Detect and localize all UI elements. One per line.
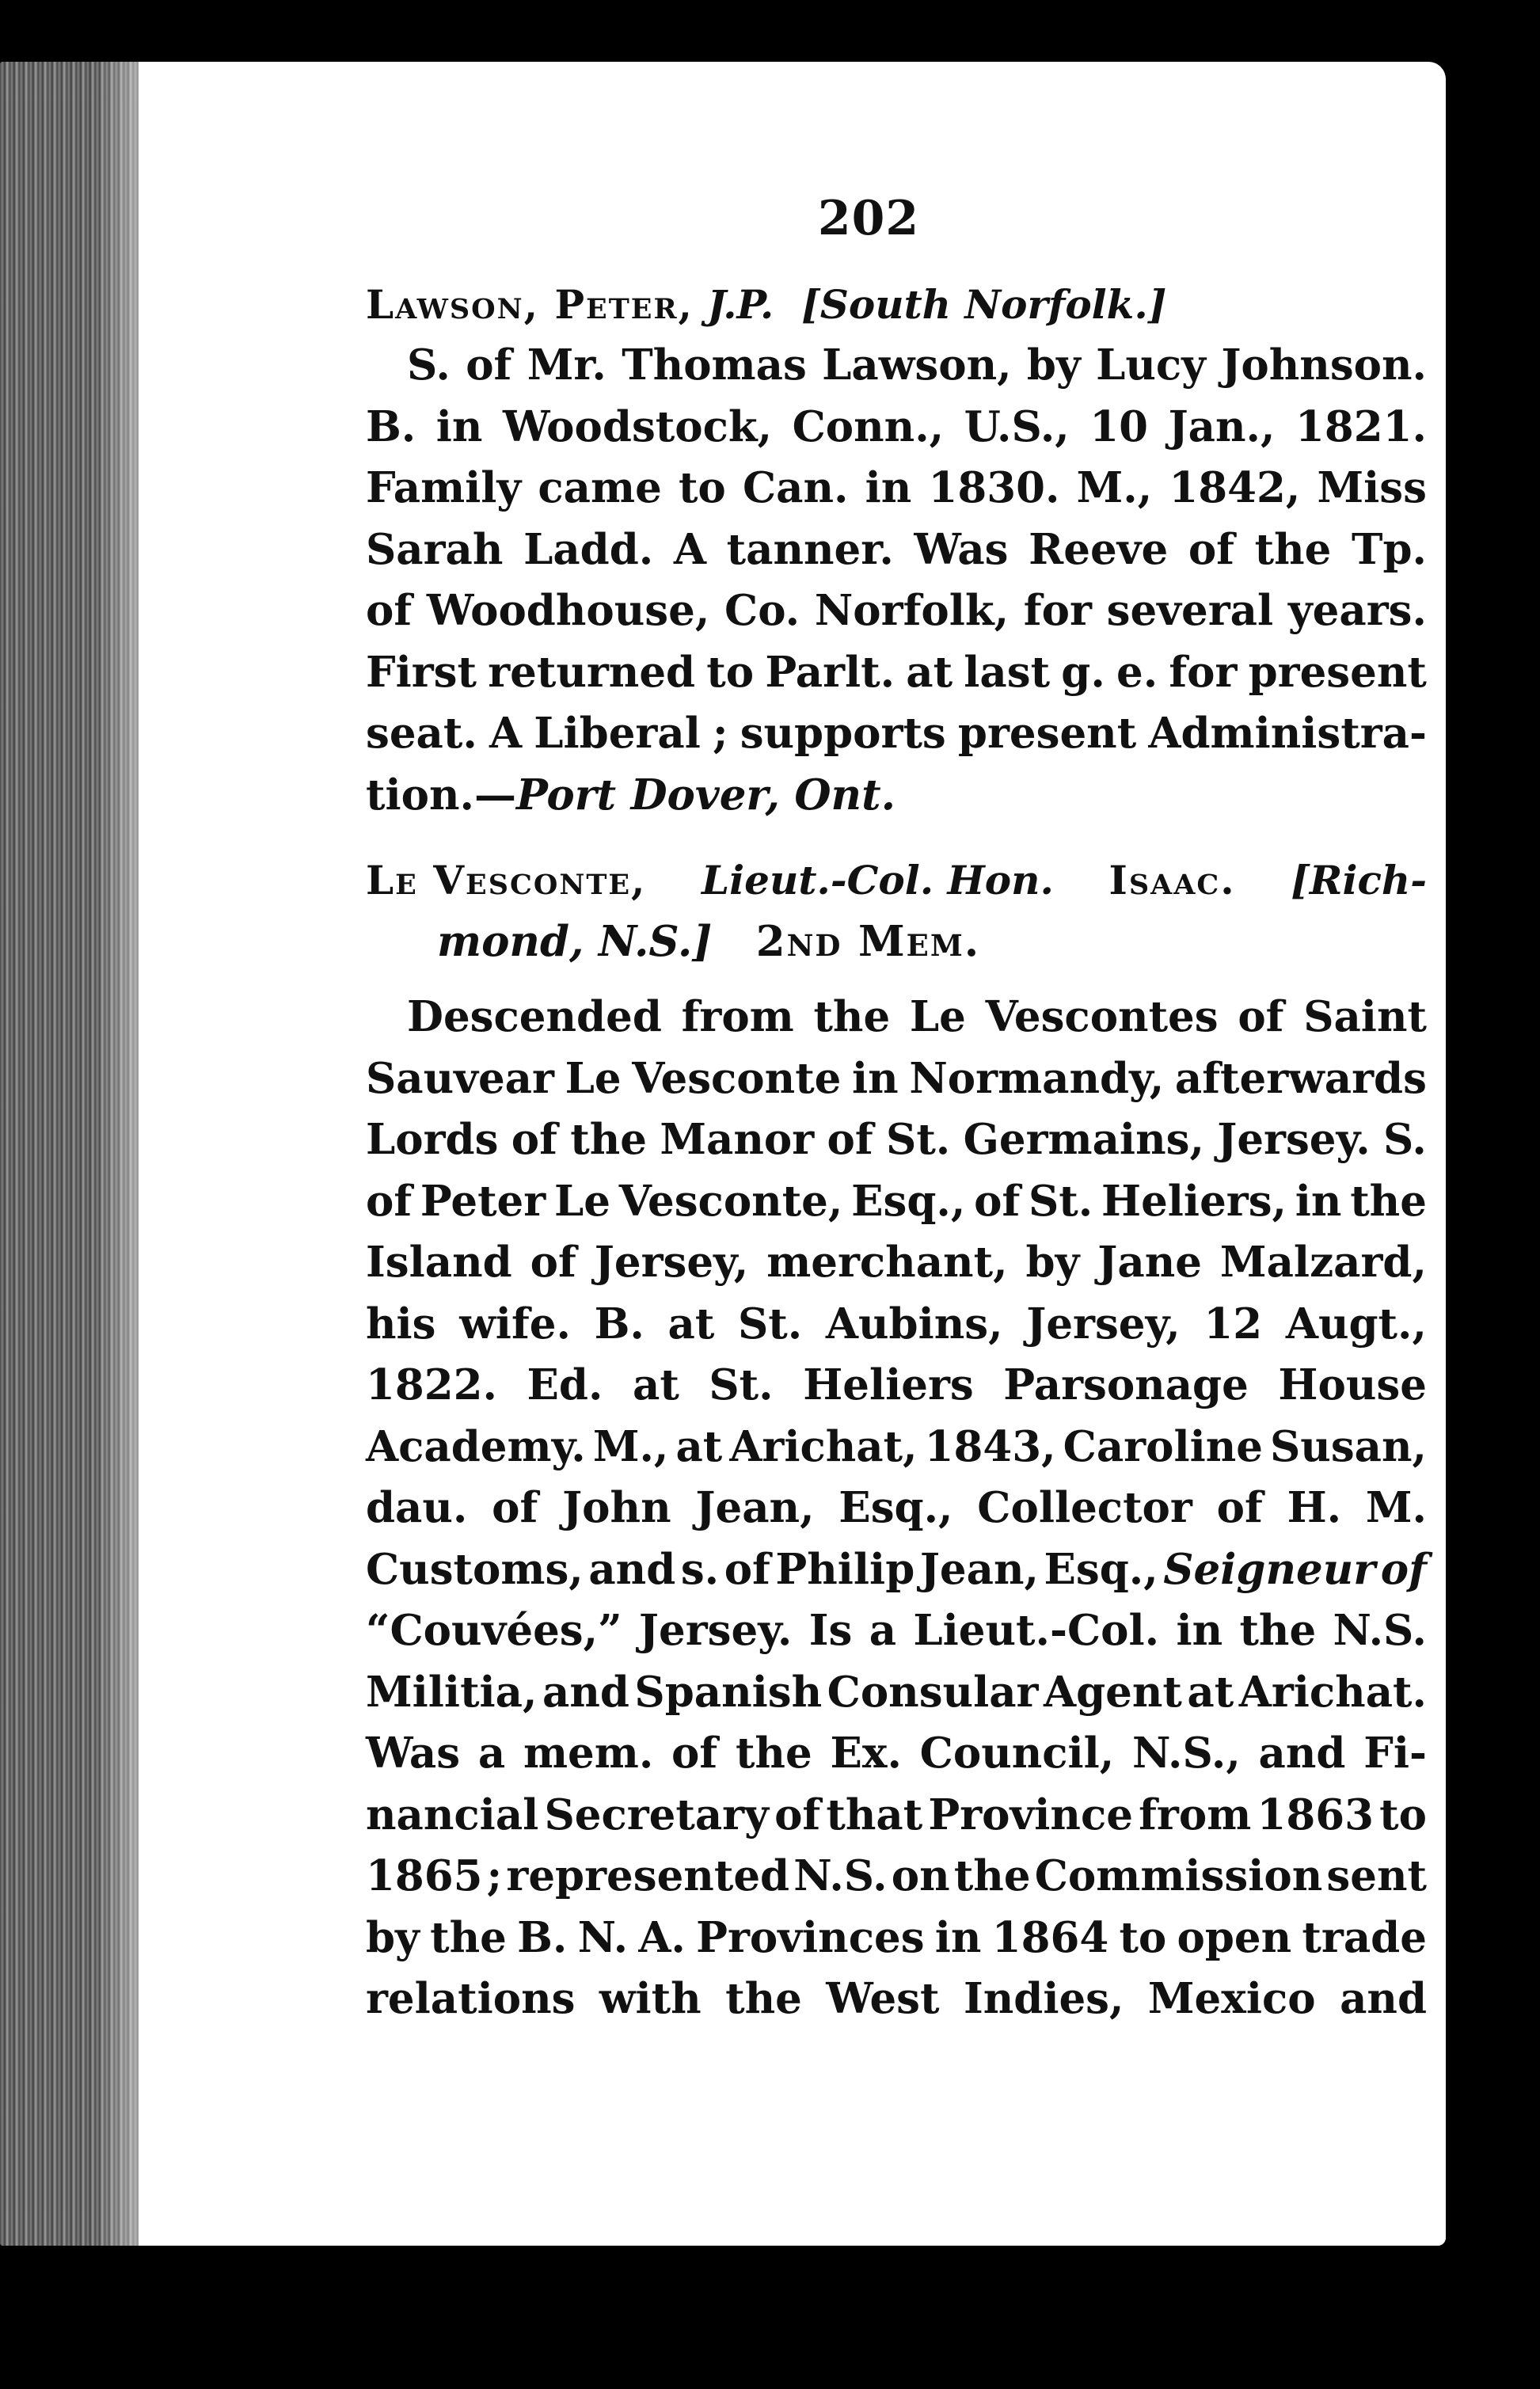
word: B.	[594, 1299, 645, 1349]
word: Caroline	[1063, 1421, 1263, 1471]
word: seat.	[366, 709, 477, 758]
word: John	[562, 1483, 671, 1532]
word: Spanish	[634, 1667, 823, 1717]
entry-gap	[366, 826, 1427, 850]
address-italic: Port Dover, Ont.	[515, 770, 896, 820]
text-line	[366, 1048, 1427, 1110]
word: Family	[366, 463, 522, 512]
word: on	[891, 1851, 950, 1900]
word: A	[489, 709, 523, 758]
word: Augt.,	[1285, 1299, 1427, 1349]
word: mem.	[523, 1729, 654, 1778]
word: that	[826, 1790, 923, 1839]
word: g.	[1061, 647, 1105, 697]
word: the	[725, 1974, 802, 2023]
word: Germains,	[963, 1115, 1204, 1164]
word: Normandy,	[909, 1053, 1165, 1103]
word: Heliers	[803, 1360, 974, 1409]
word: Commission	[1034, 1851, 1323, 1900]
word: Jersey.	[638, 1606, 793, 1655]
text-line	[366, 580, 1427, 642]
word: of	[366, 1176, 413, 1226]
word: Can.	[742, 463, 849, 512]
word: A	[673, 524, 707, 574]
word: Lords	[366, 1115, 499, 1164]
word: Le	[909, 992, 966, 1041]
word: Arichat.	[1238, 1667, 1427, 1717]
word: Miss	[1317, 463, 1427, 512]
word: last	[964, 647, 1051, 697]
word: Manor	[660, 1115, 815, 1164]
word: in	[435, 401, 483, 451]
word: Mr.	[527, 340, 606, 390]
entry-given-name: Isaac.	[1108, 857, 1236, 903]
word: the	[1350, 1176, 1427, 1226]
word: Island	[366, 1238, 512, 1287]
word: West	[826, 1974, 940, 2023]
word: St.	[709, 1360, 774, 1409]
word: to	[1119, 1912, 1167, 1962]
word: 1830.	[928, 463, 1060, 512]
text-line	[366, 1478, 1427, 1539]
word: a	[477, 1729, 506, 1778]
word: and	[542, 1667, 629, 1717]
text-line	[366, 519, 1427, 581]
word: from	[681, 992, 794, 1041]
text-line	[366, 1109, 1427, 1171]
word: of	[974, 1176, 1021, 1226]
text-line	[366, 335, 1427, 397]
word: Sarah	[366, 524, 504, 574]
word: Militia,	[366, 1667, 538, 1717]
word: 1864	[991, 1912, 1109, 1962]
entry-member: 2nd Mem.	[755, 916, 981, 966]
word: Province	[928, 1790, 1133, 1839]
text-line	[366, 642, 1427, 704]
text-line	[366, 1723, 1427, 1785]
word: Sauvear	[366, 1053, 554, 1103]
entry-riding-end: mond, N.S.]	[437, 916, 713, 966]
word: Parlt.	[765, 647, 895, 697]
word: Was	[914, 524, 1009, 574]
text-line	[366, 1171, 1427, 1233]
entry-riding-start: [Rich-	[1291, 857, 1427, 903]
word: of	[1216, 1483, 1263, 1532]
word: of	[511, 1115, 557, 1164]
text-line	[366, 1969, 1427, 2030]
word: to	[678, 463, 726, 512]
word: Tp.	[1352, 524, 1427, 574]
text-line	[366, 1600, 1427, 1662]
text-line	[366, 397, 1427, 458]
word: Seigneur	[1163, 1544, 1376, 1594]
word: U.S.,	[964, 401, 1070, 451]
word: ;	[486, 1851, 503, 1900]
text-line-customs	[366, 1539, 1427, 1601]
text-line	[366, 1417, 1427, 1478]
word: Descended	[407, 992, 662, 1041]
word: M.,	[1076, 463, 1153, 512]
word: Council,	[919, 1729, 1115, 1778]
word: N.S.	[793, 1851, 888, 1900]
word: N.S.,	[1132, 1729, 1241, 1778]
word: wife.	[459, 1299, 571, 1349]
text-line	[366, 1662, 1427, 1724]
word: Susan,	[1270, 1421, 1427, 1471]
word: with	[599, 1974, 702, 2023]
word: Malzard,	[1219, 1238, 1427, 1287]
word: of	[1238, 992, 1284, 1041]
entry-rank: Lieut.-Col. Hon.	[702, 857, 1054, 903]
word: supports	[740, 709, 946, 758]
word: Le	[553, 1176, 610, 1226]
word: Jersey,	[594, 1238, 749, 1287]
word: of	[774, 1790, 821, 1839]
word: Saint	[1303, 992, 1427, 1041]
word: and	[588, 1544, 676, 1594]
word: several	[1106, 586, 1274, 635]
text-line	[366, 1355, 1427, 1417]
word: Ed.	[527, 1360, 603, 1409]
word: Vescontes	[985, 992, 1219, 1041]
word: Le	[565, 1053, 622, 1103]
word: M.	[1365, 1483, 1427, 1532]
word: First	[366, 647, 477, 697]
word: at	[906, 647, 953, 697]
word: Esq.,	[838, 1483, 953, 1532]
word: Jan.,	[1168, 401, 1276, 451]
entry-name: Lawson, Peter,	[366, 280, 694, 328]
word: the	[570, 1115, 648, 1164]
word: Ex.	[830, 1729, 902, 1778]
word: for	[1023, 586, 1092, 635]
word: of	[671, 1729, 718, 1778]
word: Jersey.	[1217, 1115, 1371, 1164]
word: in	[1295, 1176, 1342, 1226]
word: 1842,	[1169, 463, 1301, 512]
word: relations	[366, 1974, 576, 2023]
word: of	[366, 586, 413, 635]
entry-heading-cont	[366, 911, 1427, 973]
word: 1865	[366, 1851, 483, 1900]
word: years.	[1287, 586, 1427, 635]
word: for	[1169, 647, 1238, 697]
word: from	[1139, 1790, 1252, 1839]
word: Vesconte,	[618, 1176, 843, 1226]
word: Is	[808, 1606, 853, 1655]
word: sent	[1326, 1851, 1427, 1900]
word: at	[675, 1421, 723, 1471]
word: Parsonage	[1003, 1360, 1249, 1409]
word: ;	[712, 709, 728, 758]
word: Academy.	[366, 1421, 586, 1471]
word: nancial	[366, 1790, 539, 1839]
word: a	[869, 1606, 897, 1655]
word: N.	[577, 1912, 629, 1962]
word: s.	[680, 1544, 720, 1594]
word: Lawson,	[822, 340, 1012, 390]
word: of	[1188, 524, 1234, 574]
word: Customs,	[366, 1544, 584, 1594]
word: A.	[638, 1912, 686, 1962]
word: Jersey,	[1026, 1299, 1181, 1349]
gutter-fade	[95, 62, 190, 2246]
word: tanner.	[726, 524, 894, 574]
word: Ladd.	[523, 524, 654, 574]
book-page	[0, 62, 1446, 2246]
word: S.	[1383, 1115, 1427, 1164]
text-line	[366, 1908, 1427, 1969]
word: at	[1187, 1667, 1234, 1717]
word: in	[1176, 1606, 1223, 1655]
word: to	[706, 647, 755, 697]
word: to	[1379, 1790, 1427, 1839]
word: Provinces	[696, 1912, 925, 1962]
word: trade	[1302, 1912, 1427, 1962]
word: of	[827, 1115, 873, 1164]
word: and	[1340, 1974, 1427, 2023]
word: Liberal	[534, 709, 701, 758]
word: his	[366, 1299, 436, 1349]
word: by	[1026, 340, 1081, 390]
word: dau.	[366, 1483, 468, 1532]
word: the	[813, 992, 891, 1041]
word: in	[852, 1053, 899, 1103]
word: in	[934, 1912, 982, 1962]
word: 1843,	[924, 1421, 1056, 1471]
text-line	[366, 1785, 1427, 1847]
text-line-last	[366, 765, 1427, 827]
word: 1821.	[1295, 401, 1427, 451]
text-line	[366, 458, 1427, 519]
text-line	[366, 987, 1427, 1048]
entry-title: J.P.	[707, 280, 774, 328]
word: Administra-	[1148, 709, 1427, 758]
word: the	[430, 1912, 507, 1962]
word: 1863	[1257, 1790, 1374, 1839]
word: Indies,	[963, 1974, 1124, 2023]
text-line	[366, 1232, 1427, 1294]
word: merchant,	[766, 1238, 1008, 1287]
word: Peter	[420, 1176, 546, 1226]
word: at	[667, 1299, 715, 1349]
text-line	[366, 703, 1427, 765]
word: Lieut.-Col.	[913, 1606, 1160, 1655]
word: B.	[517, 1912, 568, 1962]
word: Esq.,	[851, 1176, 966, 1226]
word: by	[366, 1912, 420, 1962]
word: the	[953, 1851, 1031, 1900]
entry-riding: [South Norfolk.]	[801, 280, 1167, 328]
word: “Couvées,”	[366, 1606, 622, 1655]
word: Heliers,	[1101, 1176, 1287, 1226]
page-text	[366, 188, 1427, 2030]
word: of	[1380, 1544, 1427, 1594]
word: 1822.	[366, 1360, 497, 1409]
word: afterwards	[1174, 1053, 1427, 1103]
word: Collector	[977, 1483, 1192, 1532]
word: S.	[407, 340, 451, 390]
word: of	[724, 1544, 770, 1594]
word: by	[1025, 1238, 1080, 1287]
word: represented	[506, 1851, 790, 1900]
word: Consular	[827, 1667, 1039, 1717]
word: Philip	[775, 1544, 915, 1594]
word: M.,	[592, 1421, 669, 1471]
word: Vesconte	[632, 1053, 842, 1103]
word: e.	[1116, 647, 1158, 697]
word: Johnson.	[1221, 340, 1427, 390]
word: St.	[1029, 1176, 1093, 1226]
word: Conn.,	[792, 401, 945, 451]
entry-name: Le Vesconte,	[366, 857, 647, 903]
word: and	[1258, 1729, 1346, 1778]
word: the	[1239, 1606, 1317, 1655]
word: Fi-	[1363, 1729, 1427, 1778]
word: Thomas	[622, 340, 807, 390]
word: Aubins,	[825, 1299, 1003, 1349]
word: N.S.	[1333, 1606, 1427, 1655]
word: the	[735, 1729, 812, 1778]
word: present	[1248, 647, 1427, 697]
word: present	[957, 709, 1137, 758]
text-line-part: tion.—	[366, 770, 516, 820]
word: Mexico	[1147, 1974, 1316, 2023]
word: St.	[738, 1299, 803, 1349]
word: H.	[1287, 1483, 1342, 1532]
word: Woodhouse,	[426, 586, 710, 635]
word: came	[538, 463, 662, 512]
word: the	[1254, 524, 1332, 574]
word: Secretary	[544, 1790, 769, 1839]
word: Esq.,	[1044, 1544, 1158, 1594]
word: of	[530, 1238, 576, 1287]
word: Reeve	[1029, 524, 1169, 574]
word: Arichat,	[729, 1421, 918, 1471]
word: Norfolk,	[814, 586, 1010, 635]
word: St.	[886, 1115, 951, 1164]
word: in	[865, 463, 912, 512]
entry-heading-lawson	[366, 274, 1427, 336]
word: 10	[1089, 401, 1149, 451]
word: at	[633, 1360, 679, 1409]
word: Jane	[1097, 1238, 1202, 1287]
entry-heading-le-vesconte	[366, 850, 1427, 911]
word: House	[1278, 1360, 1427, 1409]
word: Was	[366, 1729, 461, 1778]
word: Agent	[1043, 1667, 1182, 1717]
word: Jean,	[919, 1544, 1039, 1594]
word: returned	[488, 647, 696, 697]
page-number: 202	[817, 191, 920, 246]
entry-gap	[366, 972, 1427, 987]
text-line	[366, 1294, 1427, 1356]
word: of	[466, 340, 512, 390]
word: Co.	[724, 586, 800, 635]
word: of	[492, 1483, 538, 1532]
word: Woodstock,	[502, 401, 773, 451]
word: B.	[366, 401, 416, 451]
word: Jean,	[695, 1483, 815, 1532]
word: Lucy	[1096, 340, 1206, 390]
text-line	[366, 1846, 1427, 1908]
word: 12	[1203, 1299, 1263, 1349]
word: open	[1177, 1912, 1292, 1962]
